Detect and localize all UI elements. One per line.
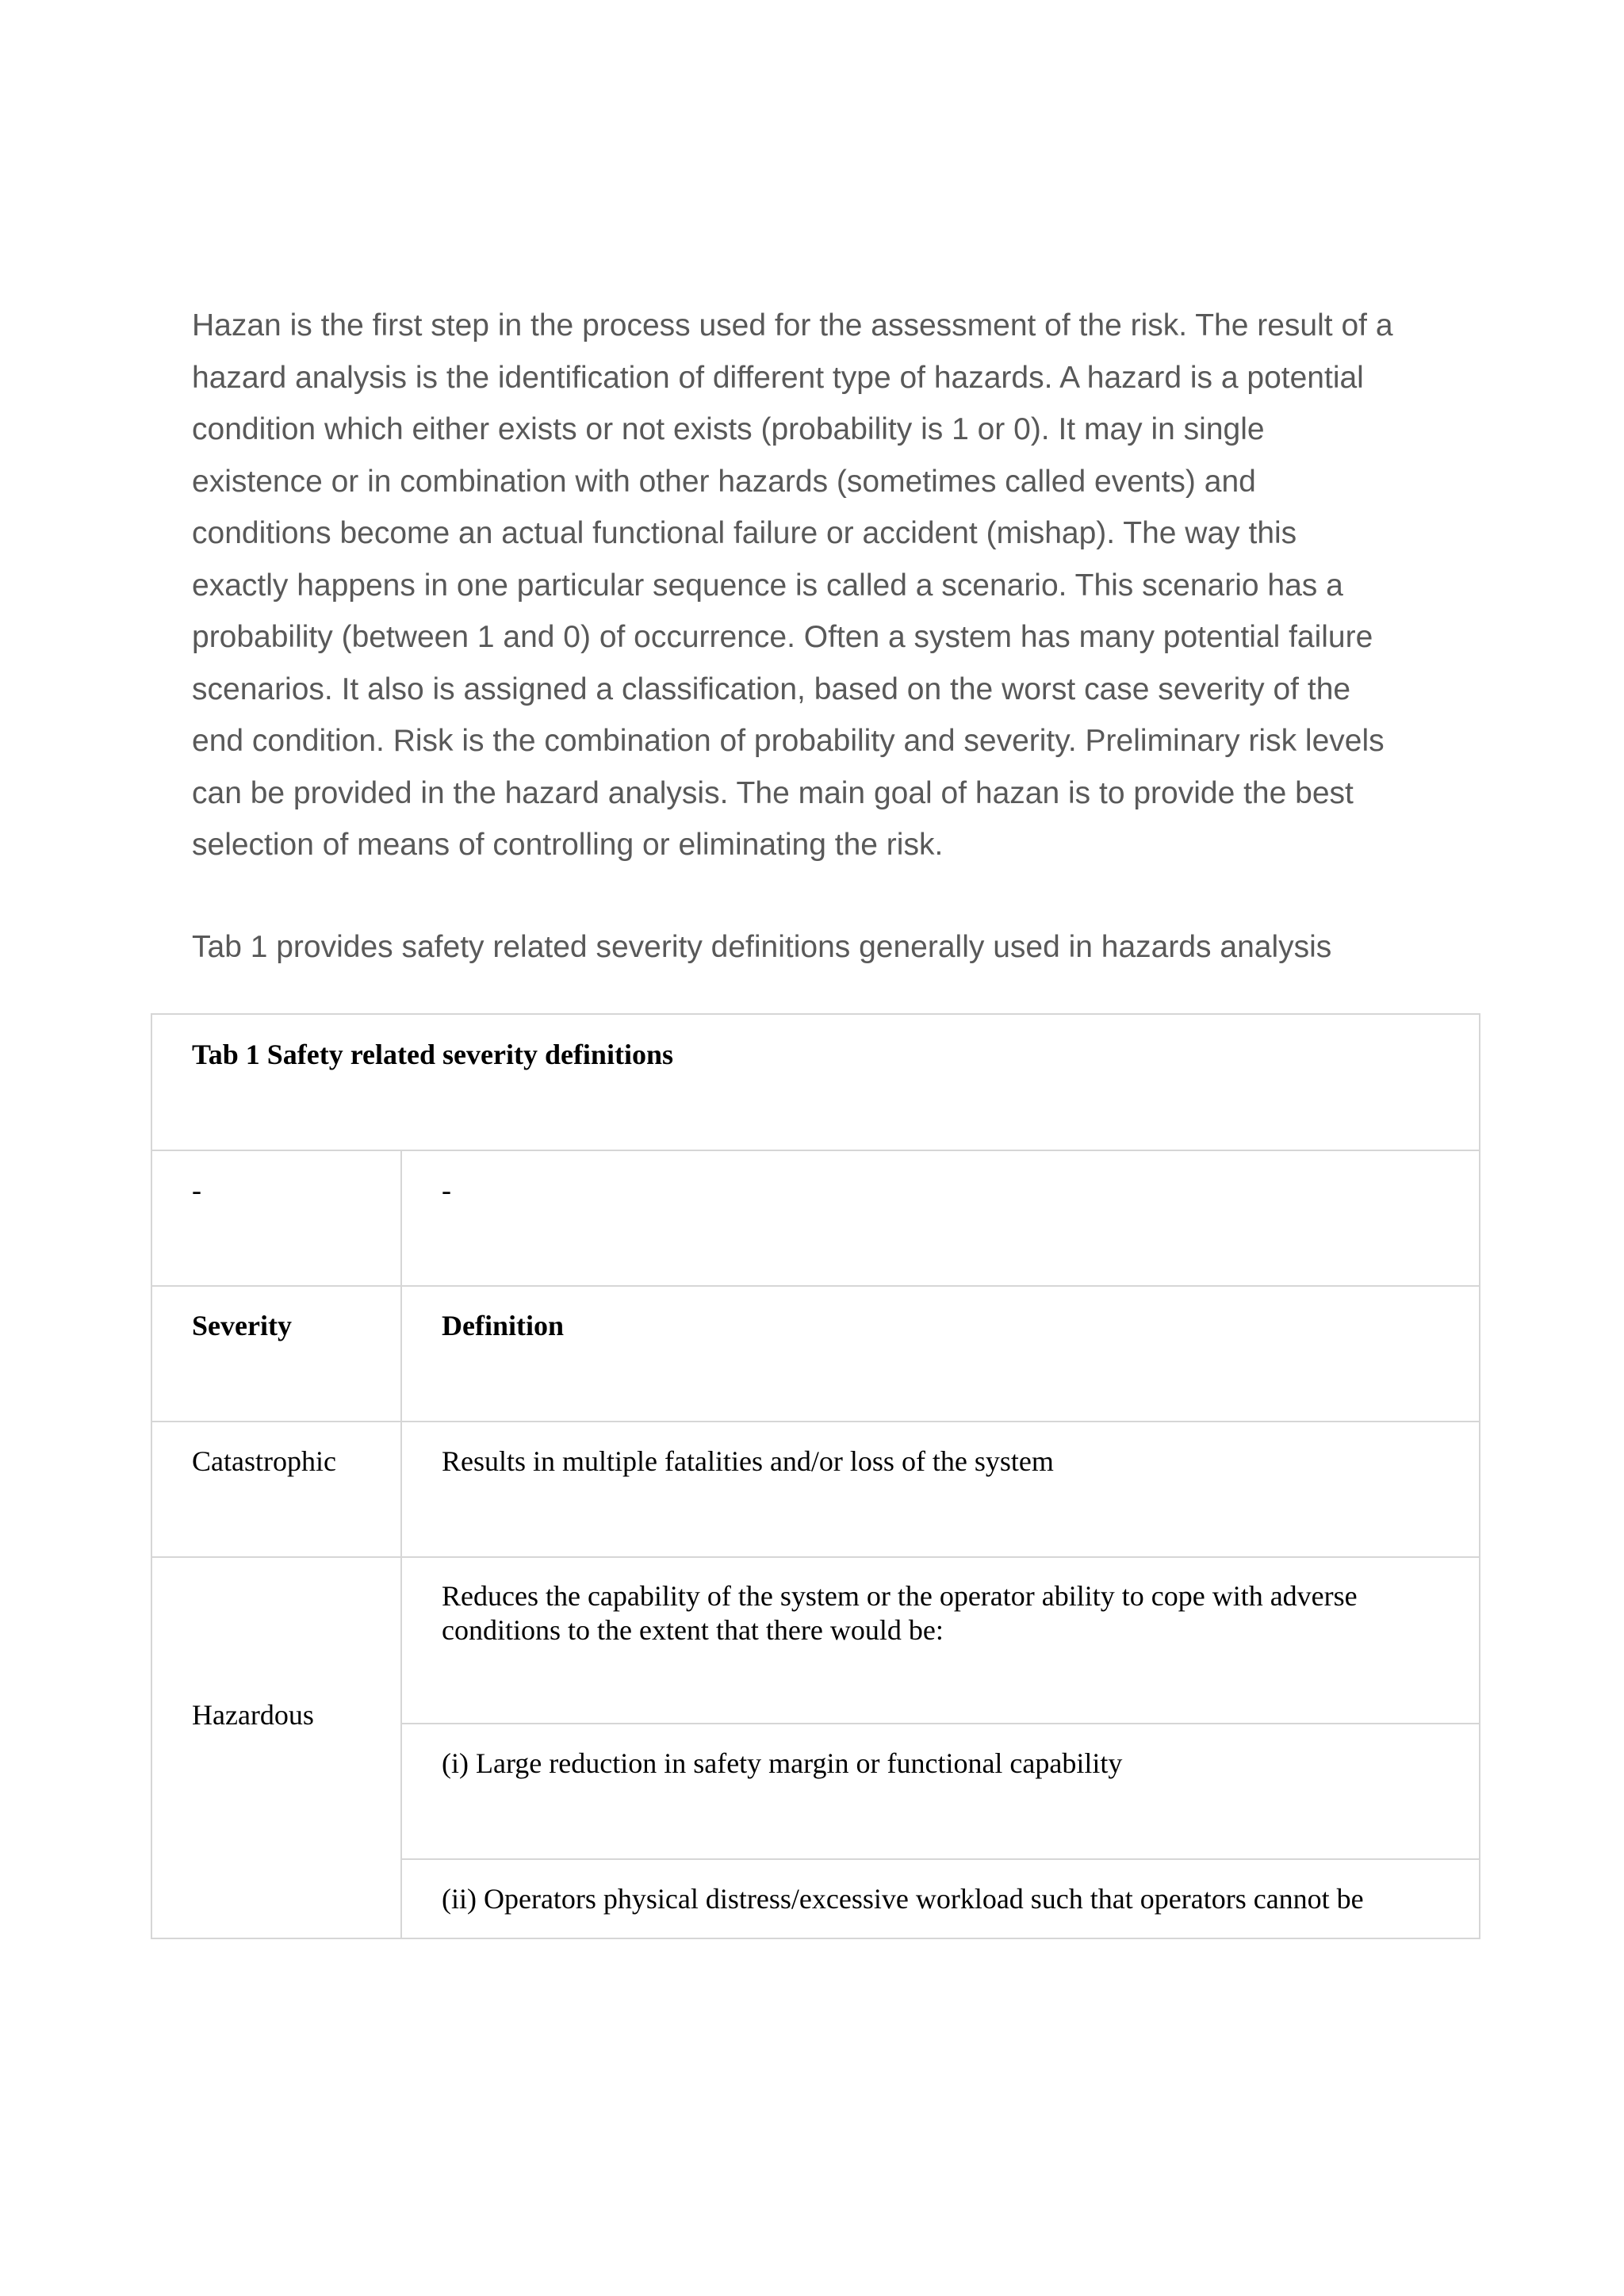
intro-line: probability (between 1 and 0) of occurrence. Often a system has many potential failure xyxy=(192,620,1373,654)
table-subrow-divider xyxy=(402,1858,1479,1860)
table-column-divider xyxy=(400,1150,402,1938)
table-row-divider xyxy=(152,1421,1479,1422)
intro-line: condition which either exists or not exists (probability is 1 or 0). It may in single xyxy=(192,412,1265,446)
intro-line: hazard analysis is the identification of different type of hazards. A hazard is a potential xyxy=(192,360,1364,395)
column-header-severity: Severity xyxy=(192,1310,292,1341)
definition-cell: (ii) Operators physical distress/excessive workload such that operators cannot be xyxy=(442,1883,1364,1915)
table-row-divider xyxy=(152,1556,1479,1558)
intro-line: exactly happens in one particular sequence is called a scenario. This scenario has a xyxy=(192,568,1343,603)
intro-paragraph xyxy=(192,300,1461,871)
table-row-divider xyxy=(152,1150,1479,1151)
column-header-definition: Definition xyxy=(442,1310,565,1341)
table-row-divider xyxy=(152,1285,1479,1287)
table-title: Tab 1 Safety related severity definitions xyxy=(192,1039,673,1070)
intro-line: scenarios. It also is assigned a classification, based on the worst case severity of the xyxy=(192,672,1351,706)
intro-line: selection of means of controlling or eliminating the risk. xyxy=(192,828,944,862)
definition-cell: (i) Large reduction in safety margin or functional capability xyxy=(442,1747,1123,1779)
severity-cell: Hazardous xyxy=(192,1699,314,1731)
table-cell-placeholder: - xyxy=(192,1174,201,1206)
severity-cell: Catastrophic xyxy=(192,1445,336,1477)
intro-line: existence or in combination with other hazards (sometimes called events) and xyxy=(192,464,1256,499)
definition-cell: Reduces the capability of the system or the operator ability to cope with adverse conditions to the extent that there would be: xyxy=(442,1580,1358,1646)
definition-cell: Results in multiple fatalities and/or loss of the system xyxy=(442,1445,1054,1477)
intro-line: conditions become an actual functional failure or accident (mishap). The way this xyxy=(192,516,1297,550)
intro-line: Hazan is the first step in the process used for the assessment of the risk. The result of a xyxy=(192,308,1393,342)
intro-line: can be provided in the hazard analysis. The main goal of hazan is to provide the best xyxy=(192,775,1354,810)
table-subrow-divider xyxy=(402,1723,1479,1724)
table-intro-caption: Tab 1 provides safety related severity definitions generally used in hazards analysis xyxy=(192,930,1332,964)
severity-definitions-table xyxy=(151,1013,1480,1939)
intro-line: end condition. Risk is the combination of probability and severity. Preliminary risk levels xyxy=(192,724,1385,758)
table-cell-placeholder: - xyxy=(442,1174,451,1206)
